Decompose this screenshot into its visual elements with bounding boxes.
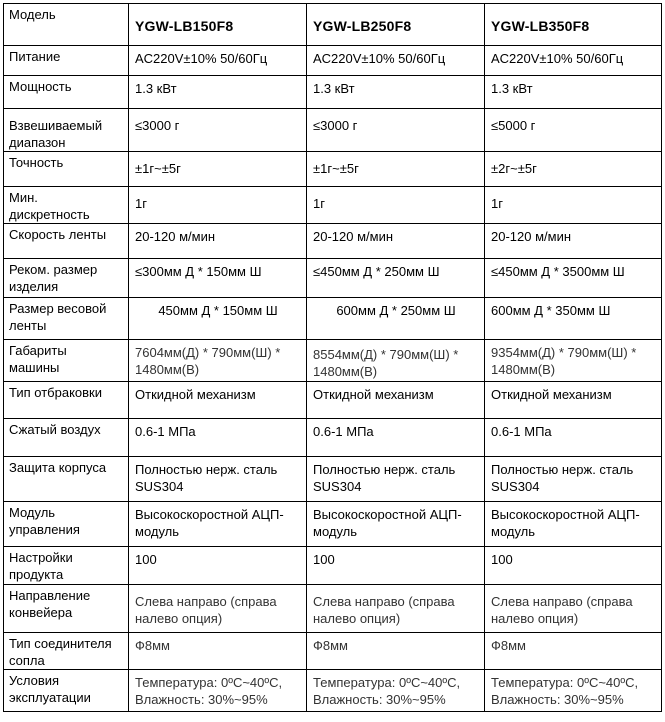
cell-value: 600мм Д * 250мм Ш: [307, 298, 485, 340]
cell-value: Полностью нерж. сталь SUS304: [485, 457, 662, 502]
cell-value: 1г: [307, 187, 485, 224]
cell-value: 1.3 кВт: [485, 76, 662, 109]
cell-value: AC220V±10% 50/60Гц: [129, 46, 307, 76]
cell-value: Температура: 0ºC~40ºC, Влажность: 30%~95%: [307, 670, 485, 712]
cell-value: AC220V±10% 50/60Гц: [485, 46, 662, 76]
row-label: Размер весовой ленты: [4, 298, 129, 340]
text-cursor-mark: [661, 420, 662, 438]
row-label: Мин. дискретность: [4, 187, 129, 224]
cell-value: 100: [485, 547, 662, 585]
cell-value: ≤3000 г: [307, 109, 485, 152]
cell-value: 100: [129, 547, 307, 585]
table-row: [4, 382, 662, 419]
table-row: [4, 633, 662, 670]
row-label: Условия эксплуатации: [4, 670, 129, 712]
cell-value: Слева направо (справа налево опция): [307, 585, 485, 633]
model-name-2: YGW-LB250F8: [307, 4, 485, 46]
cell-value: Ф8мм: [129, 633, 307, 670]
model-name-3: YGW-LB350F8: [485, 4, 662, 46]
cell-value: Откидной механизм: [129, 382, 307, 419]
cell-value: Откидной механизм: [307, 382, 485, 419]
row-label: Взвешиваемый диапазон: [4, 109, 129, 152]
row-label: Тип соединителя сопла: [4, 633, 129, 670]
cell-value: 600мм Д * 350мм Ш: [485, 298, 662, 340]
spec-table: [3, 3, 662, 712]
cell-value: ±1г~±5г: [307, 152, 485, 187]
row-label: Питание: [4, 46, 129, 76]
row-label: Скорость ленты: [4, 224, 129, 259]
cell-value: 9354мм(Д) * 790мм(Ш) * 1480мм(В): [485, 340, 662, 382]
row-label: Точность: [4, 152, 129, 187]
cell-value: Ф8мм: [307, 633, 485, 670]
cell-value: 100: [307, 547, 485, 585]
table-row: [4, 298, 662, 340]
cell-value: 8554мм(Д) * 790мм(Ш) * 1480мм(В): [307, 340, 485, 382]
cell-value: Полностью нерж. сталь SUS304: [129, 457, 307, 502]
table-row: [4, 187, 662, 224]
table-row: [4, 76, 662, 109]
row-label: Реком. размер изделия: [4, 259, 129, 298]
table-row: [4, 502, 662, 547]
cell-value: 0.6-1 МПа: [129, 419, 307, 457]
row-label: Защита корпуса: [4, 457, 129, 502]
cell-value: 0.6-1 МПа: [485, 419, 662, 457]
cell-value: 1.3 кВт: [307, 76, 485, 109]
cell-value: 0.6-1 МПа: [307, 419, 485, 457]
cell-value: 7604мм(Д) * 790мм(Ш) * 1480мм(В): [129, 340, 307, 382]
row-label: Направление конвейера: [4, 585, 129, 633]
table-row: [4, 419, 662, 457]
header-row: [4, 4, 662, 46]
cell-value: Температура: 0ºC~40ºC, Влажность: 30%~95%: [485, 670, 662, 712]
model-name-1: YGW-LB150F8: [129, 4, 307, 46]
row-label: Мощность: [4, 76, 129, 109]
cell-value: Слева направо (справа налево опция): [485, 585, 662, 633]
cell-value: Откидной механизм: [485, 382, 662, 419]
cell-value: Слева направо (справа налево опция): [129, 585, 307, 633]
table-row: [4, 670, 662, 712]
table-row: [4, 547, 662, 585]
cell-value: ≤300мм Д * 150мм Ш: [129, 259, 307, 298]
cell-value: Высокоскоростной АЦП- модуль: [129, 502, 307, 547]
cell-value: Ф8мм: [485, 633, 662, 670]
cell-value: Полностью нерж. сталь SUS304: [307, 457, 485, 502]
table-row: [4, 152, 662, 187]
row-label: Тип отбраковки: [4, 382, 129, 419]
cell-value: Высокоскоростной АЦП- модуль: [307, 502, 485, 547]
cell-value: ≤450мм Д * 3500мм Ш: [485, 259, 662, 298]
row-label: Модуль управления: [4, 502, 129, 547]
cell-value: ±1г~±5г: [129, 152, 307, 187]
cell-value: 450мм Д * 150мм Ш: [129, 298, 307, 340]
cell-value: ≤3000 г: [129, 109, 307, 152]
table-row: [4, 109, 662, 152]
cell-value: AC220V±10% 50/60Гц: [307, 46, 485, 76]
table-row: [4, 340, 662, 382]
header-label: Модель: [4, 4, 129, 46]
cell-value: ≤450мм Д * 250мм Ш: [307, 259, 485, 298]
cell-value: ±2г~±5г: [485, 152, 662, 187]
cell-value: 20-120 м/мин: [129, 224, 307, 259]
table-row: [4, 259, 662, 298]
cell-value: 1г: [485, 187, 662, 224]
table-row: [4, 224, 662, 259]
table-row: [4, 585, 662, 633]
table-row: [4, 457, 662, 502]
row-label: Настройки продукта: [4, 547, 129, 585]
cell-value: 1г: [129, 187, 307, 224]
row-label: Габариты машины: [4, 340, 129, 382]
row-label: Сжатый воздух: [4, 419, 129, 457]
cell-value: 20-120 м/мин: [485, 224, 662, 259]
cell-value: 1.3 кВт: [129, 76, 307, 109]
table-row: [4, 46, 662, 76]
cell-value: 20-120 м/мин: [307, 224, 485, 259]
cell-value: Высокоскоростной АЦП- модуль: [485, 502, 662, 547]
cell-value: Температура: 0ºC~40ºC, Влажность: 30%~95%: [129, 670, 307, 712]
cell-value: ≤5000 г: [485, 109, 662, 152]
